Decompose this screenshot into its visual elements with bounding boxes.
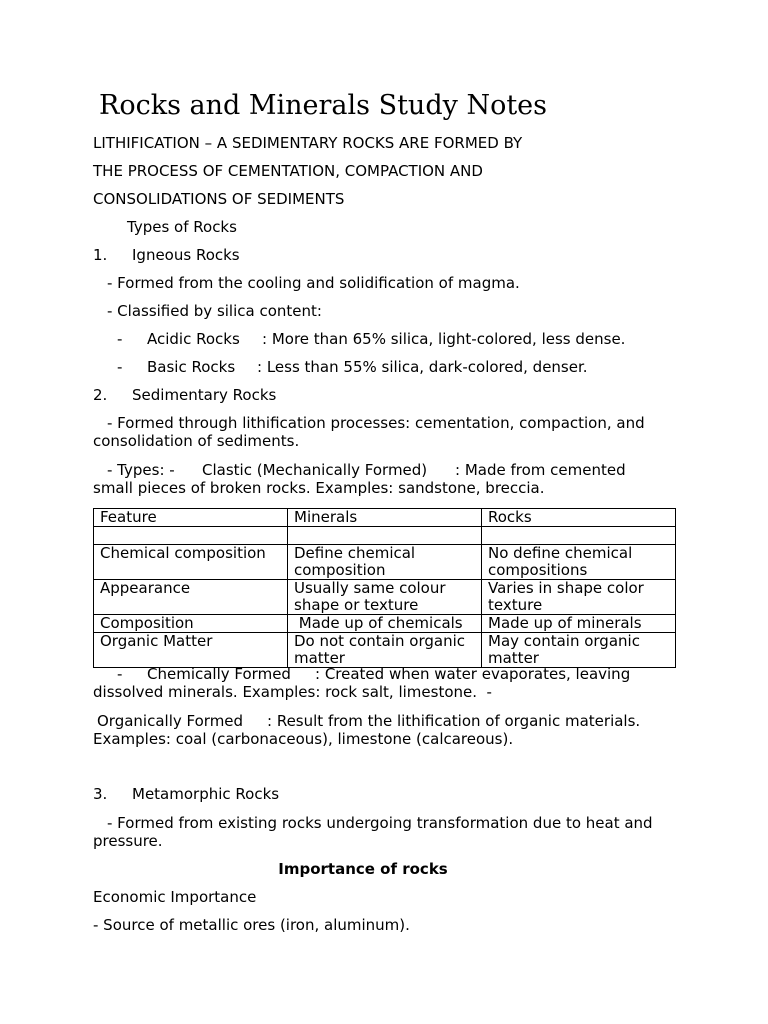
igneous-formed: - Formed from the cooling and solidification of magma.: [107, 274, 520, 292]
clastic-name: Clastic (Mechanically Formed): [202, 461, 428, 479]
basic-bullet: -: [117, 358, 123, 376]
table-header-cell: Rocks: [482, 509, 676, 527]
organically-name: Organically Formed: [97, 712, 244, 730]
table-row: [94, 615, 676, 633]
sedimentary-types-label: - Types: -: [107, 461, 175, 479]
table-cell: Made up of chemicals: [288, 615, 482, 633]
metamorphic-formed-line-2: pressure.: [93, 832, 163, 850]
chemically-desc: : Created when water evaporates, leaving: [315, 665, 631, 683]
intro-line-3: CONSOLIDATIONS OF SEDIMENTS: [93, 190, 345, 208]
table-cell: [288, 527, 482, 545]
table-cell: Usually same colour shape or texture: [288, 580, 482, 615]
economic-heading: Economic Importance: [93, 888, 257, 906]
igneous-heading: Igneous Rocks: [132, 246, 240, 264]
table-row: [94, 633, 676, 668]
intro-line-1: LITHIFICATION – A SEDIMENTARY ROCKS ARE FORMED BY: [93, 134, 523, 152]
table-header-row: [94, 509, 676, 527]
igneous-number: 1.: [93, 246, 108, 264]
table-cell: Varies in shape color texture: [482, 580, 676, 615]
clastic-desc: : Made from cemented: [455, 461, 626, 479]
chemically-bullet: -: [117, 665, 123, 683]
table-cell: Do not contain organic matter: [288, 633, 482, 668]
table-cell: Composition: [94, 615, 288, 633]
table-cell: May contain organic matter: [482, 633, 676, 668]
chemically-name: Chemically Formed: [147, 665, 291, 683]
table-cell: Made up of minerals: [482, 615, 676, 633]
table-cell: No define chemical compositions: [482, 545, 676, 580]
table-cell: [94, 527, 288, 545]
organically-line-2: Examples: coal (carbonaceous), limestone (calcareous).: [93, 730, 514, 748]
sedimentary-number: 2.: [93, 386, 108, 404]
table-header-cell: Minerals: [288, 509, 482, 527]
table-cell: [482, 527, 676, 545]
metamorphic-number: 3.: [93, 785, 108, 803]
table-cell: Appearance: [94, 580, 288, 615]
sedimentary-formed-line-2: consolidation of sediments.: [93, 432, 300, 450]
sedimentary-heading: Sedimentary Rocks: [132, 386, 277, 404]
organically-desc: : Result from the lithification of organic materials.: [267, 712, 641, 730]
acidic-bullet: -: [117, 330, 123, 348]
sedimentary-formed-line-1: - Formed through lithification processes: cementation, compaction, and: [107, 414, 645, 432]
acidic-name: Acidic Rocks: [147, 330, 240, 348]
table-row: [94, 545, 676, 580]
basic-name: Basic Rocks: [147, 358, 236, 376]
table-row: [94, 580, 676, 615]
metamorphic-heading: Metamorphic Rocks: [132, 785, 280, 803]
metamorphic-formed-line-1: - Formed from existing rocks undergoing transformation due to heat and: [107, 814, 653, 832]
document-title: Rocks and Minerals Study Notes: [99, 90, 548, 121]
minerals-rocks-table: [93, 508, 676, 668]
igneous-classified: - Classified by silica content:: [107, 302, 322, 320]
importance-heading: Importance of rocks: [278, 860, 448, 878]
table-cell: Organic Matter: [94, 633, 288, 668]
chemically-line-2: dissolved minerals. Examples: rock salt, limestone. -: [93, 683, 492, 701]
intro-line-2: THE PROCESS OF CEMENTATION, COMPACTION AND: [93, 162, 483, 180]
basic-desc: : Less than 55% silica, dark-colored, denser.: [257, 358, 588, 376]
economic-item-1: - Source of metallic ores (iron, aluminum).: [93, 916, 410, 934]
table-cell: Chemical composition: [94, 545, 288, 580]
table-cell: Define chemical composition: [288, 545, 482, 580]
acidic-desc: : More than 65% silica, light-colored, less dense.: [262, 330, 626, 348]
table-header-cell: Feature: [94, 509, 288, 527]
types-heading: Types of Rocks: [127, 218, 237, 236]
table-row: [94, 527, 676, 545]
clastic-line-2: small pieces of broken rocks. Examples: sandstone, breccia.: [93, 479, 545, 497]
